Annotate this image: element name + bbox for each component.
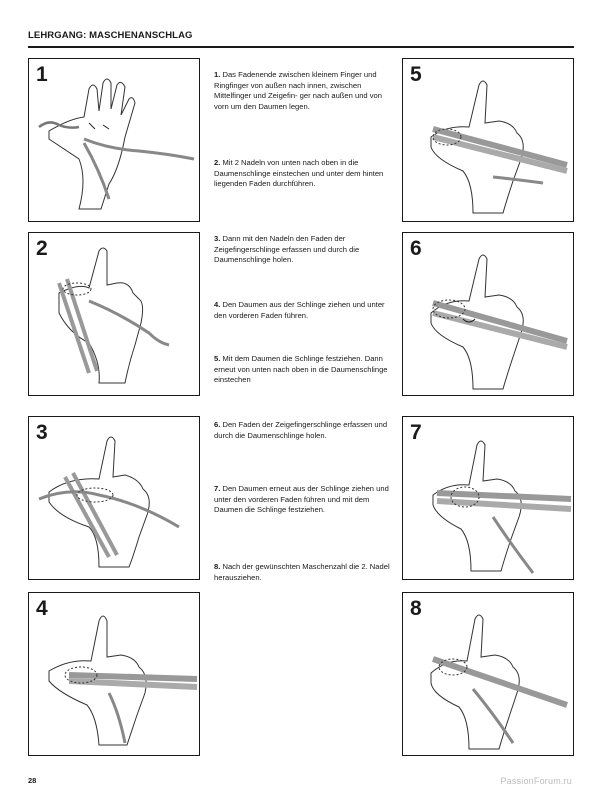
step-text: Mit dem Daumen die Schlinge festziehen. Dann erneut von unten nach oben in die Daumenschlinge einstechen [214, 354, 388, 385]
panel-number: 4 [36, 597, 48, 620]
step-text: Den Daumen aus der Schlinge ziehen und unter den vorderen Faden führen. [214, 300, 385, 320]
step-5 [214, 354, 392, 386]
illustration-panel-4 [28, 592, 200, 756]
panel-number: 5 [410, 63, 422, 86]
step-text: Den Daumen erneut aus der Schlinge ziehen und unter den vorderen Faden führen und mit dem Daumen die Schlinge festziehen. [214, 484, 389, 515]
hand-illustration-3 [29, 417, 201, 581]
page-header [28, 30, 574, 48]
illustration-panel-2 [28, 232, 200, 396]
illustration-panel-3 [28, 416, 200, 580]
hand-illustration-8 [403, 593, 575, 757]
hand-illustration-1 [29, 59, 201, 223]
step-3 [214, 234, 392, 266]
panel-number: 8 [410, 597, 422, 620]
step-4 [214, 300, 392, 321]
step-number: 2. [214, 158, 221, 167]
hand-illustration-6 [403, 233, 575, 397]
panel-number: 2 [36, 237, 48, 260]
step-number: 8. [214, 562, 221, 571]
illustration-panel-7 [402, 416, 574, 580]
illustration-panel-8 [402, 592, 574, 756]
step-text: Nach der gewünschten Maschenzahl die 2. Nadel herausziehen. [214, 562, 390, 582]
page-title: LEHRGANG: MASCHENANSCHLAG [28, 30, 193, 41]
panel-number: 6 [410, 237, 422, 260]
step-number: 7. [214, 484, 221, 493]
panel-number: 1 [36, 63, 48, 86]
step-number: 6. [214, 420, 221, 429]
page-number: 28 [28, 776, 37, 785]
step-1 [214, 70, 392, 112]
step-text: Mit 2 Nadeln von unten nach oben in die Daumenschlinge einstechen und unter dem hinten liegenden Faden durchführen. [214, 158, 384, 189]
watermark: PassionForum.ru [500, 776, 572, 786]
panel-number: 7 [410, 421, 422, 444]
step-text: Den Faden der Zeigefingerschlinge erfassen und durch die Daumenschlinge holen. [214, 420, 388, 440]
step-number: 1. [214, 70, 221, 79]
step-8 [214, 562, 392, 583]
hand-illustration-2 [29, 233, 201, 397]
hand-illustration-4 [29, 593, 201, 757]
step-text: Das Fadenende zwischen kleinem Finger und Ringfinger von außen nach innen, zwischen Mittelfinger und Zeigefin- ger nach außen und von vorn um den Daumen legen. [214, 70, 383, 111]
illustration-panel-6 [402, 232, 574, 396]
step-6 [214, 420, 392, 441]
step-number: 4. [214, 300, 221, 309]
step-text: Dann mit den Nadeln den Faden der Zeigefingerschlinge erfassen und durch die Daumenschlinge holen. [214, 234, 360, 265]
step-2 [214, 158, 392, 190]
hand-illustration-5 [403, 59, 575, 223]
illustration-panel-5 [402, 58, 574, 222]
illustration-panel-1 [28, 58, 200, 222]
panel-number: 3 [36, 421, 48, 444]
step-number: 3. [214, 234, 221, 243]
hand-illustration-7 [403, 417, 575, 581]
step-number: 5. [214, 354, 221, 363]
step-7 [214, 484, 392, 516]
